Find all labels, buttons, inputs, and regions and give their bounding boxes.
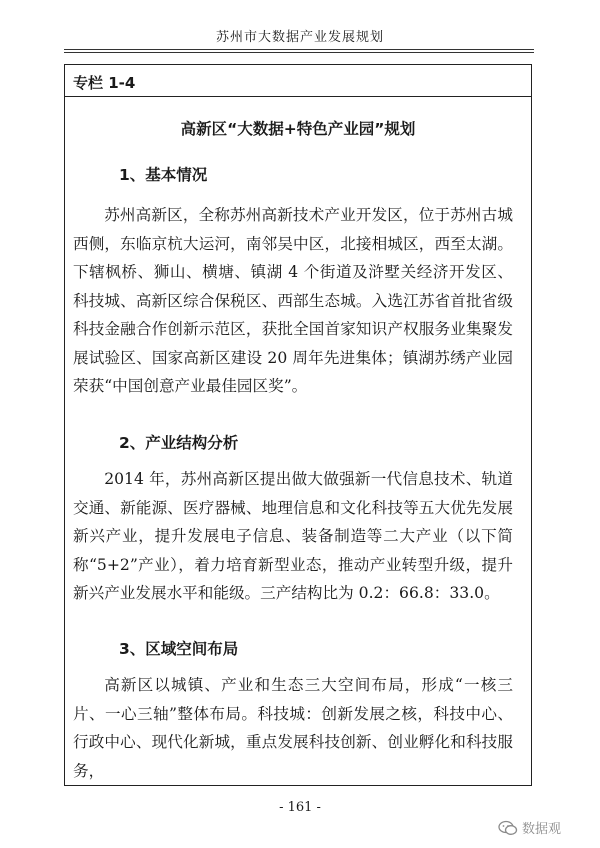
section-heading-industry: 2、产业结构分析 xyxy=(119,434,239,452)
box-label: 专栏 1-4 xyxy=(73,74,136,92)
section-text-basic: 苏州高新区，全称苏州高新技术产业开发区，位于苏州古城西侧，东临京杭大运河，南邻吴中区，北接相城区，西至太湖。下辖枫桥、狮山、横塘、镇湖 4 个街道及浒墅关经济开发区、科技城、高新区综合保税区、西部生态城。入选江苏省首批省级科技金融合作创新示范区，获批全国首家知识产权服务业集聚发展试验区、国家高新区建设 20 周年先进集体；镇湖苏绣产业园荣获“中国创意产业最佳园区奖”。 xyxy=(73,206,513,395)
header-rule xyxy=(64,49,534,50)
box-title: 高新区“大数据+特色产业园”规划 xyxy=(180,120,416,138)
wechat-icon xyxy=(498,820,518,836)
box-label-row xyxy=(65,65,531,97)
watermark-text: 数据观 xyxy=(522,822,562,837)
header-rule-double xyxy=(64,52,534,53)
watermark xyxy=(498,818,561,837)
page-number: - 161 - xyxy=(279,800,321,815)
running-header: 苏州市大数据产业发展规划 xyxy=(215,30,384,45)
sidebar-box xyxy=(64,64,532,786)
section-text-layout: 高新区以城镇、产业和生态三大空间布局，形成“一核三片、一心三轴”整体布局。科技城：创新发展之核，科技中心、行政中心、现代化新城，重点发展科技创新、创业孵化和科技服务， xyxy=(73,676,513,780)
section-heading-basic: 1、基本情况 xyxy=(119,166,208,184)
section-text-industry: 2014 年，苏州高新区提出做大做强新一代信息技术、轨道交通、新能源、医疗器械、地理信息和文化科技等五大优先发展新兴产业，提升发展电子信息、装备制造等二大产业（以下简称“5+2”产业），着力培育新型业态，推动产业转型升级，提升新兴产业发展水平和能级。三产结构比为 0.2：66.8：33.0。 xyxy=(73,470,513,602)
section-heading-layout: 3、区域空间布局 xyxy=(119,640,239,658)
